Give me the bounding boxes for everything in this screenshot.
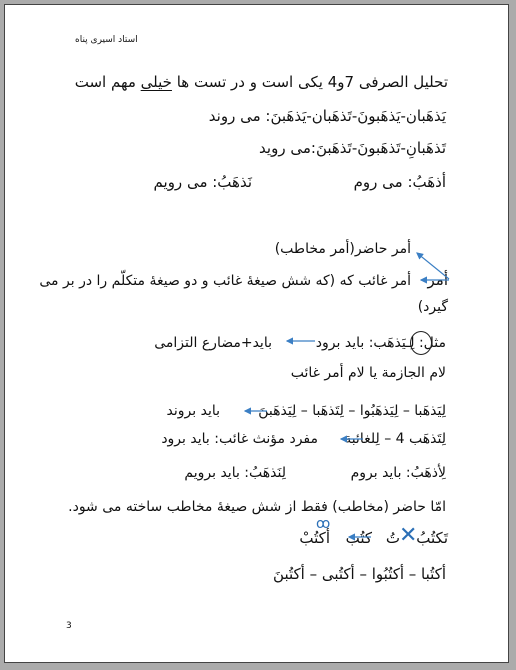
conj1-meaning: باید بروند [166,403,220,419]
line-conjugation-1: یَذهَبان-یَذهَبونَ-تَذهَبان-یَذهَبنَ: می روند [208,107,446,125]
ex2-kotob: کتُب [345,529,372,547]
amr-label: أمر [427,271,448,289]
document-page [4,4,509,663]
arrow-ex2 [343,531,373,543]
summary-line: امّا حاضر (مخاطب) فقط از شش صیغۀ مخاطب ساخته می شود. [68,499,446,515]
arrow-conj1 [239,405,269,417]
lam-jazema-line: لام الجازمة یا لام أمر غائب [290,365,446,381]
ex2-ta-crossed: تُ [385,529,400,547]
conj2-word: لِتَذهَب 4 – لِلغائبة [344,431,446,447]
example-meaning: : باید برود [315,335,374,351]
lam-circle-mark [410,331,432,355]
tahlil-underlined-word: خیلی [140,73,172,91]
page-number: 3 [66,621,72,631]
conj3-right: لِأذهَبُ: باید بروم [350,465,446,481]
line-tahlil [75,73,448,91]
line-motakallem-right: أذهَبُ: می روم [353,173,446,191]
conj1-word: لِیَذهَبا – لِیَذهَبُوا – لِتَذهَبا – لِیَذهَبنَ [258,403,446,419]
example-rule: باید+مضارع التزامی [154,335,272,351]
conj2-meaning: مفرد مؤنث غائب: باید برود [161,431,318,447]
line-conjugation-2: تَذهَبانِ-تَذهَبونَ-تَذهَبنَ:می روید [259,139,446,157]
amr-hazer-label: أمر حاضر(أمر مخاطب) [274,241,411,257]
arrow-to-amr-hazer [405,249,455,289]
example-word: لِـیَذهَب [373,335,415,351]
final-conjugation: أکتُبا – أکتُبُوا – أکتُبی – أکتُبنَ [273,565,446,583]
amr-ghayeb-text: أمر غائب که (که شش صیغۀ غائب و دو صیغۀ متکلّم را در بر می [39,273,411,289]
arrow-conj2 [335,433,365,445]
bow-decoration-icon: ꝏ [316,516,331,532]
page-header-author: استاد اسیری پناه [75,35,138,45]
arrow-to-rule [281,335,317,347]
conj3-left: لِنَذهَبُ: باید برویم [184,465,286,481]
example-label: مثل: [414,335,446,351]
cross-mark-icon: ✕ [399,523,418,548]
line-motakallem-left: نَذهَبُ: می رویم [153,173,252,191]
ex2-oktob: أکتُبْ [299,529,330,547]
ex2-taktubu: تَکتُبُ [416,529,448,547]
amr-ghayeb-text-2: گیرد) [417,299,448,315]
tahlil-text-a: تحلیل الصرفی 7و4 یکی است و در تست ها [171,73,448,91]
tahlil-text-c: مهم است [74,73,141,91]
